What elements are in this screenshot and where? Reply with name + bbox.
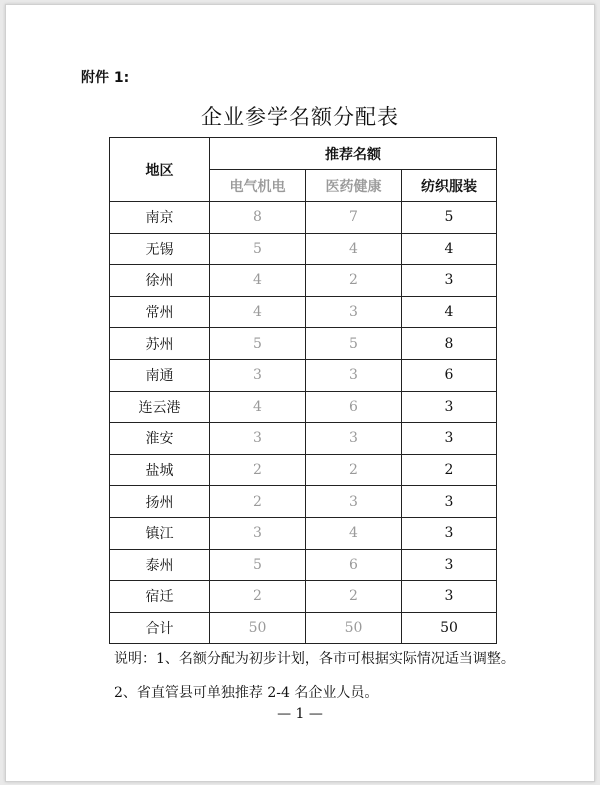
value-cell: 2 xyxy=(306,581,402,613)
total-value-cell: 50 xyxy=(306,612,402,644)
group-header: 推荐名额 xyxy=(210,138,497,170)
value-cell: 3 xyxy=(306,296,402,328)
value-cell: 3 xyxy=(402,391,497,423)
total-row xyxy=(110,612,497,644)
table-row xyxy=(110,265,497,297)
table-row xyxy=(110,296,497,328)
value-cell: 4 xyxy=(402,296,497,328)
value-cell: 2 xyxy=(210,454,306,486)
value-cell: 4 xyxy=(210,391,306,423)
value-cell: 6 xyxy=(306,391,402,423)
value-cell: 2 xyxy=(306,454,402,486)
value-cell: 6 xyxy=(402,359,497,391)
value-cell: 3 xyxy=(402,581,497,613)
value-cell: 2 xyxy=(402,454,497,486)
table-row xyxy=(110,233,497,265)
value-cell: 4 xyxy=(306,233,402,265)
value-cell: 3 xyxy=(402,486,497,518)
table-row xyxy=(110,423,497,455)
value-cell: 3 xyxy=(210,359,306,391)
table-row xyxy=(110,486,497,518)
allocation-table xyxy=(109,137,497,644)
note-line-1: 说明：1、名额分配为初步计划，各市可根据实际情况适当调整。 xyxy=(114,651,515,667)
region-cell: 泰州 xyxy=(110,549,210,581)
region-cell: 扬州 xyxy=(110,486,210,518)
value-cell: 3 xyxy=(306,359,402,391)
note-line-2: 2、省直管县可单独推荐 2-4 名企业人员。 xyxy=(114,685,379,701)
region-cell: 徐州 xyxy=(110,265,210,297)
table-row xyxy=(110,454,497,486)
region-cell: 常州 xyxy=(110,296,210,328)
value-cell: 3 xyxy=(210,423,306,455)
value-cell: 3 xyxy=(210,517,306,549)
document-page xyxy=(5,4,595,782)
table-row xyxy=(110,517,497,549)
table-row xyxy=(110,359,497,391)
total-label-cell: 合计 xyxy=(110,612,210,644)
value-cell: 4 xyxy=(402,233,497,265)
region-cell: 盐城 xyxy=(110,454,210,486)
region-cell: 无锡 xyxy=(110,233,210,265)
total-value-cell: 50 xyxy=(210,612,306,644)
value-cell: 5 xyxy=(210,328,306,360)
value-cell: 3 xyxy=(402,265,497,297)
value-cell: 3 xyxy=(402,423,497,455)
value-cell: 2 xyxy=(210,581,306,613)
region-cell: 苏州 xyxy=(110,328,210,360)
value-cell: 6 xyxy=(306,549,402,581)
region-cell: 宿迁 xyxy=(110,581,210,613)
column-header-electrical: 电气机电 xyxy=(210,170,306,202)
value-cell: 8 xyxy=(210,202,306,234)
value-cell: 5 xyxy=(210,549,306,581)
value-cell: 5 xyxy=(306,328,402,360)
value-cell: 2 xyxy=(306,265,402,297)
table-row xyxy=(110,328,497,360)
value-cell: 3 xyxy=(306,423,402,455)
region-header: 地区 xyxy=(110,138,210,202)
value-cell: 4 xyxy=(210,296,306,328)
region-cell: 镇江 xyxy=(110,517,210,549)
value-cell: 7 xyxy=(306,202,402,234)
value-cell: 3 xyxy=(402,517,497,549)
value-cell: 5 xyxy=(402,202,497,234)
page-number: — 1 — xyxy=(277,706,323,722)
value-cell: 4 xyxy=(210,265,306,297)
table-row xyxy=(110,581,497,613)
table-row xyxy=(110,549,497,581)
table-row xyxy=(110,202,497,234)
value-cell: 3 xyxy=(306,486,402,518)
region-cell: 南京 xyxy=(110,202,210,234)
column-header-textile: 纺织服装 xyxy=(402,170,497,202)
value-cell: 3 xyxy=(402,549,497,581)
value-cell: 5 xyxy=(210,233,306,265)
region-cell: 淮安 xyxy=(110,423,210,455)
region-cell: 连云港 xyxy=(110,391,210,423)
table-row xyxy=(110,391,497,423)
page-title: 企业参学名额分配表 xyxy=(201,105,399,129)
column-header-medical: 医药健康 xyxy=(306,170,402,202)
value-cell: 2 xyxy=(210,486,306,518)
total-value-cell: 50 xyxy=(402,612,497,644)
value-cell: 4 xyxy=(306,517,402,549)
value-cell: 8 xyxy=(402,328,497,360)
attachment-label: 附件 1: xyxy=(81,70,130,86)
region-cell: 南通 xyxy=(110,359,210,391)
